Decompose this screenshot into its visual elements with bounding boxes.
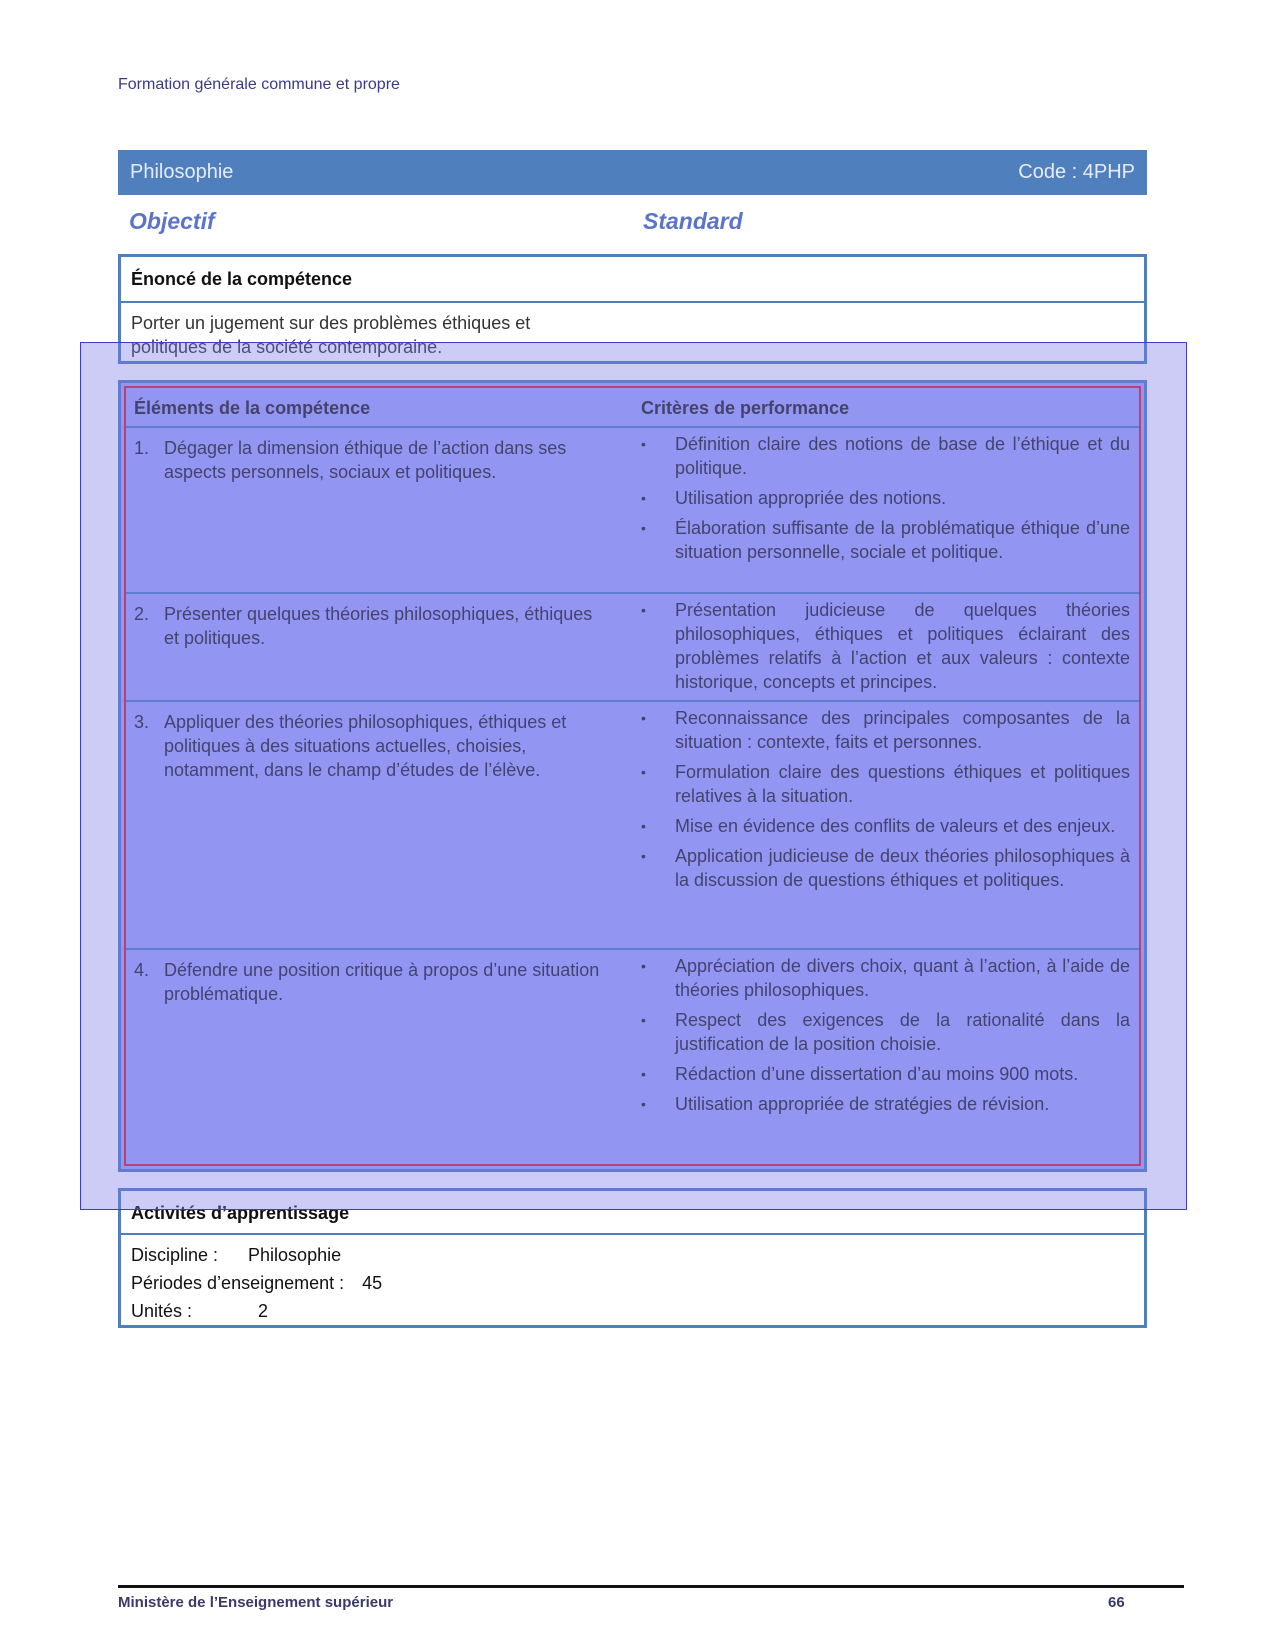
element-text: Dégager la dimension éthique de l’action dans ses aspects personnels, sociaux et politiques. [164,438,567,482]
elements-column-heading: Éléments de la compétence [134,398,371,418]
page-number: 66 [1108,1594,1125,1611]
criterion-item [641,814,1136,838]
discipline-line [121,1241,1144,1269]
periodes-line [121,1269,1144,1297]
unites-value: 2 [258,1301,269,1321]
criterion-text: Définition claire des notions de base de l’éthique et du politique. [675,434,1130,478]
activites-heading: Activités d’apprentissage [121,1191,1144,1235]
bullet-icon: • [641,1096,646,1112]
element-text: Défendre une position critique à propos d’une situation problématique. [164,960,600,1004]
periodes-value: 45 [362,1273,383,1293]
objectif-heading: Objectif [129,208,215,234]
table-row [126,950,1139,1150]
unites-label: Unités : [131,1301,193,1321]
bullet-icon: • [641,710,646,726]
criterion-item [641,516,1136,564]
bullet-icon: • [641,436,646,452]
enonce-box [118,254,1147,364]
criteria-column-heading: Critères de performance [641,398,850,418]
element-number: 4. [134,960,150,980]
criterion-text: Présentation judicieuse de quelques théories philosophiques, éthiques et politiques éclairant des problèmes relatifs à l’action et aux valeurs : contexte historique, concepts et principes. [675,600,1130,692]
enonce-text: Porter un jugement sur des problèmes éthiques et politiques de la société contemporaine. [131,313,531,357]
activites-box [118,1188,1147,1328]
table-row [126,594,1139,702]
bullet-icon: • [641,958,646,974]
bullet-icon: • [641,1066,646,1082]
criterion-item [641,954,1136,1002]
table-row [126,702,1139,950]
criterion-text: Appréciation de divers choix, quant à l’action, à l’aide de théories philosophiques. [675,956,1130,1000]
elements-table-inner [124,386,1141,1166]
table-row [126,428,1139,594]
discipline-label: Discipline : [131,1245,219,1265]
criterion-item [641,486,1136,510]
criterion-item [641,1062,1136,1086]
elements-table-header [126,388,1139,428]
criterion-item [641,1092,1136,1116]
criterion-item [641,1008,1136,1056]
criterion-text: Élaboration suffisante de la problématique éthique d’une situation personnelle, sociale et politique. [675,518,1130,562]
element-text: Appliquer des théories philosophiques, éthiques et politiques à des situations actuelles, choisies, notamment, dans le champ d’études de l’élève. [164,712,567,780]
criterion-text: Utilisation appropriée de stratégies de révision. [675,1094,1050,1114]
standard-heading: Standard [643,208,743,234]
footer-divider [118,1585,1184,1588]
discipline-value: Philosophie [248,1245,342,1265]
criterion-text: Formulation claire des questions éthiques et politiques relatives à la situation. [675,762,1130,806]
criterion-item [641,432,1136,480]
bullet-icon: • [641,520,646,536]
bullet-icon: • [641,818,646,834]
footer-ministry: Ministère de l’Enseignement supérieur [118,1594,394,1611]
element-number: 1. [134,438,150,458]
bullet-icon: • [641,490,646,506]
element-number: 3. [134,712,150,732]
criterion-text: Mise en évidence des conflits de valeurs et des enjeux. [675,816,1116,836]
criterion-text: Utilisation appropriée des notions. [675,488,947,508]
bullet-icon: • [641,764,646,780]
enonce-heading: Énoncé de la compétence [121,257,1144,303]
criterion-text: Reconnaissance des principales composantes de la situation : contexte, faits et personnes. [675,708,1130,752]
course-code: Code : 4PHP [1018,161,1135,183]
criterion-text: Respect des exigences de la rationalité dans la justification de la position choisie. [675,1010,1130,1054]
bullet-icon: • [641,848,646,864]
criterion-item [641,706,1136,754]
criterion-item [641,844,1136,892]
bullet-icon: • [641,1012,646,1028]
criterion-text: Rédaction d’une dissertation d’au moins 900 mots. [675,1064,1079,1084]
section-header-label: Formation générale commune et propre [118,76,400,93]
element-number: 2. [134,604,150,624]
bullet-icon: • [641,602,646,618]
course-title: Philosophie [130,161,234,183]
element-text: Présenter quelques théories philosophiques, éthiques et politiques. [164,604,593,648]
criterion-item [641,760,1136,808]
criterion-item [641,598,1136,694]
elements-table [118,380,1147,1172]
course-title-bar [118,150,1147,195]
periodes-label: Périodes d’enseignement : [131,1273,345,1293]
unites-line [121,1297,1144,1325]
criterion-text: Application judicieuse de deux théories philosophiques à la discussion de questions éthiques et politiques. [675,846,1130,890]
